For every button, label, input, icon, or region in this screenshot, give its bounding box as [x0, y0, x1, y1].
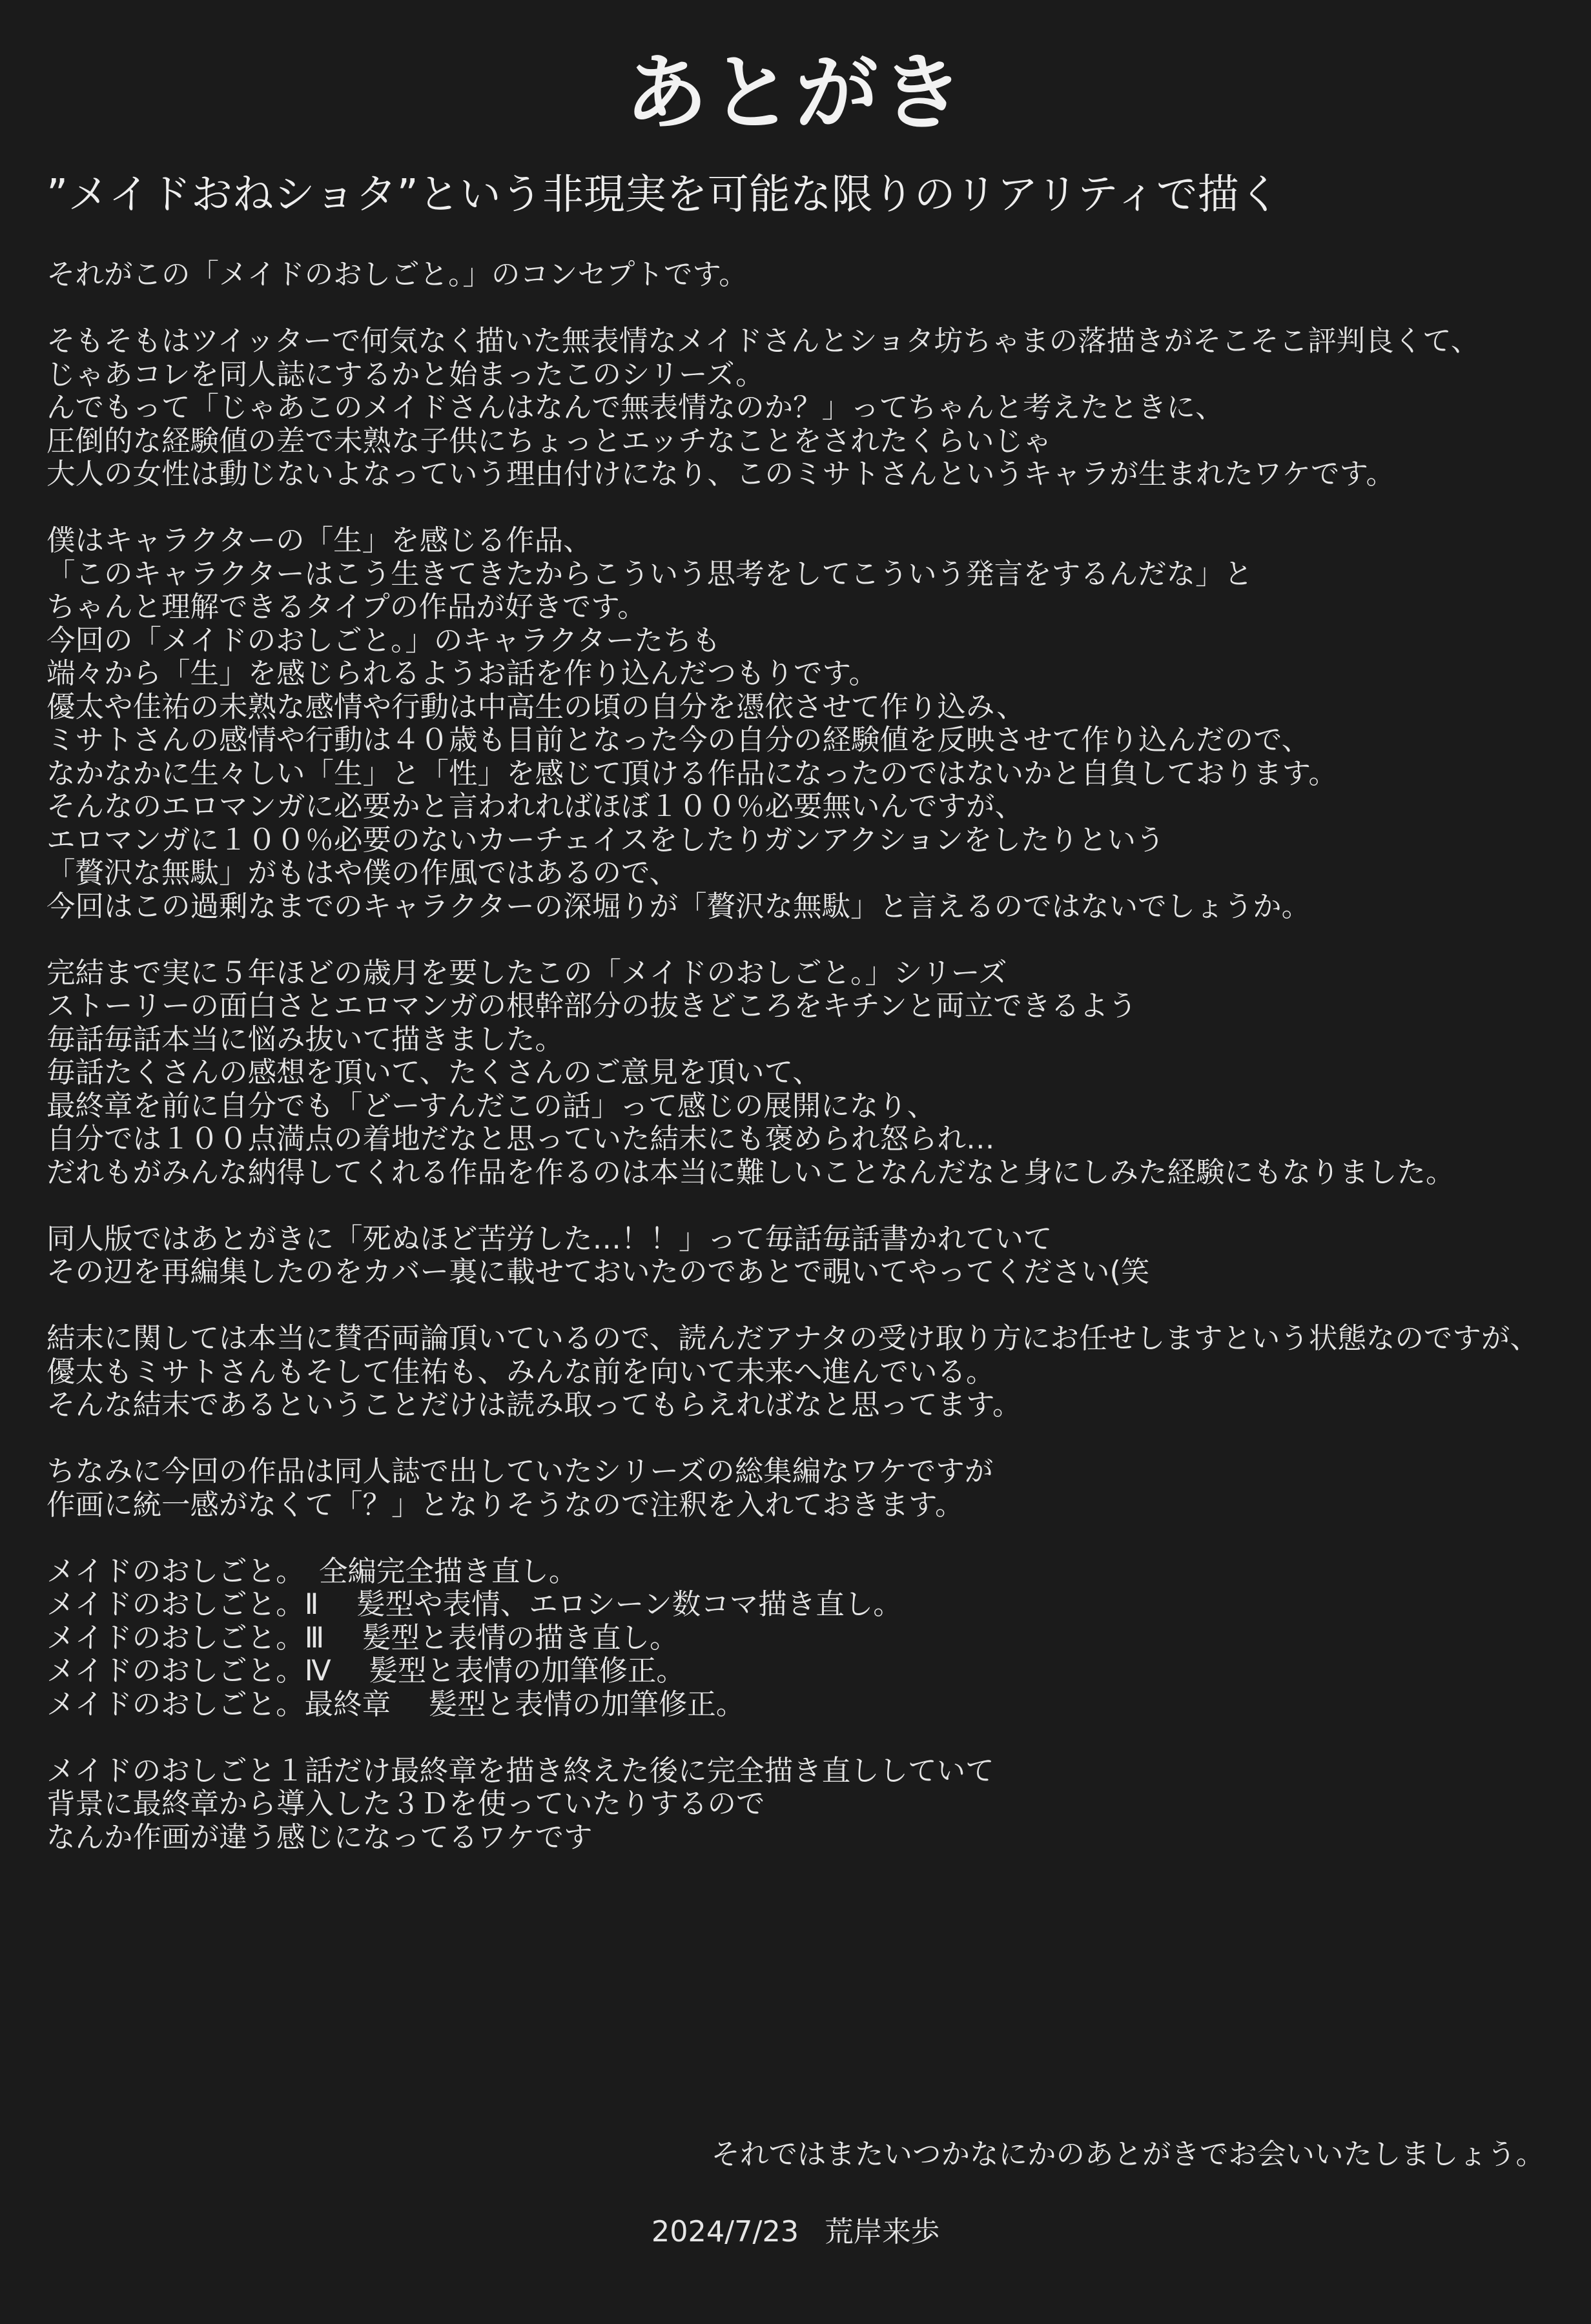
body-line: そもそもはツイッターで何気なく描いた無表情なメイドさんとショタ坊ちゃまの落描きがそこそこ評判良くて、 — [46, 325, 1480, 358]
signature-author: 荒岸来歩 — [825, 2216, 940, 2248]
body-line: なんか作画が違う感じになってるワケです — [46, 1820, 593, 1854]
body-line: 毎話毎話本当に悩み抜いて描きました。 — [46, 1023, 564, 1056]
paragraph — [46, 1322, 1551, 1422]
paragraph — [46, 524, 1551, 923]
body-line: ちなみに今回の作品は同人誌で出していたシリーズの総集編なワケですが — [46, 1455, 994, 1488]
body-line: 優太もミサトさんもそして佳祐も、みんな前を向いて未来へ進んでいる。 — [46, 1355, 995, 1389]
page-subtitle: ”メイドおねショタ”という非現実を可能な限りのリアリティで描く — [46, 171, 1280, 219]
body-line: メイドのおしごと。Ⅳ 髪型と表情の加筆修正。 — [46, 1655, 685, 1687]
closing-line: それではまたいつかなにかのあとがきでお会いいたしましょう。 — [711, 2138, 1545, 2171]
body-line: 毎話たくさんの感想を頂いて、たくさんのご意見を頂いて、 — [46, 1056, 821, 1089]
body-line: そんな結末であるということだけは読み取ってもらえればなと思ってます。 — [46, 1389, 1021, 1422]
body-line: ストーリーの面白さとエロマンガの根幹部分の抜きどころをキチンと両立できるよう — [46, 990, 1137, 1023]
body-line: メイドのおしごと。最終章 髪型と表情の加筆修正。 — [46, 1687, 745, 1721]
afterword-body — [46, 258, 1551, 1854]
body-line: メイドのおしごと１話だけ最終章を描き終えた後に完全描き直ししていて — [46, 1754, 994, 1788]
body-line: じゃあコレを同人誌にするかと始まったこのシリーズ。 — [46, 358, 765, 391]
paragraph — [46, 1555, 1551, 1722]
body-line: 同人版ではあとがきに「死ぬほど苦労した…！！」って毎話毎話書かれていて — [46, 1222, 1052, 1256]
body-line: 結末に関しては本当に賛否両論頂いているので、読んだアナタの受け取り方にお任せしますという状態なのですが、 — [46, 1322, 1539, 1355]
paragraph-gap — [46, 1522, 1551, 1555]
paragraph — [46, 957, 1551, 1190]
paragraph — [46, 1455, 1551, 1522]
body-line: 圧倒的な経験値の差で未熟な子供にちょっとエッチなことをされたくらいじゃ — [46, 424, 1052, 458]
body-line: メイドのおしごと。Ⅲ 髪型と表情の描き直し。 — [46, 1621, 679, 1655]
paragraph-gap — [46, 1189, 1551, 1223]
body-line: 端々から「生」を感じられるようお話を作り込んだつもりです。 — [46, 657, 878, 690]
body-line: なかなかに生々しい「生」と「性」を感じて頂ける作品になったのではないかと自負しております。 — [46, 757, 1337, 790]
body-line: だれもがみんな納得してくれる作品を作るのは本当に難しいことなんだなと身にしみた経験にもなりました。 — [46, 1156, 1455, 1189]
signature-date: 2024/7/23 — [651, 2216, 799, 2248]
body-line: んでもって「じゃあこのメイドさんはなんで無表情なのか？」ってちゃんと考えたときに、 — [46, 391, 1224, 424]
body-line: ちゃんと理解できるタイプの作品が好きです。 — [46, 591, 646, 624]
body-line: その辺を再編集したのをカバー裏に載せておいたのであとで覗いてやってください(笑 — [46, 1256, 1150, 1289]
body-line: ミサトさんの感情や行動は４０歳も目前となった今の自分の経験値を反映させて作り込んだので、 — [46, 724, 1311, 757]
body-line: 今回はこの過剰なまでのキャラクターの深堀りが「贅沢な無駄」と言えるのではないでしょうか。 — [46, 890, 1311, 923]
body-line: 「このキャラクターはこう生きてきたからこういう思考をしてこういう発言をするんだな」と — [46, 557, 1253, 591]
body-line: 僕はキャラクターの「生」を感じる作品、 — [46, 524, 592, 557]
body-line: 作画に統一感がなくて「？」となりそうなので注釈を入れておきます。 — [46, 1488, 964, 1522]
body-line: 大人の女性は動じないよなっていう理由付けになり、このミサトさんというキャラが生まれたワケです。 — [46, 458, 1395, 491]
body-line: それがこの「メイドのおしごと。」のコンセプトです。 — [46, 258, 748, 291]
paragraph-gap — [46, 292, 1551, 325]
paragraph — [46, 325, 1551, 491]
paragraph-gap — [46, 1721, 1551, 1755]
body-line: 「贅沢な無駄」がもはや僕の作風ではあるので、 — [46, 857, 679, 890]
body-line: 完結まで実に５年ほどの歳月を要したこの「メイドのおしごと。」シリーズ — [46, 956, 1007, 990]
paragraph — [46, 258, 1551, 292]
body-line: エロマンガに１００％必要のないカーチェイスをしたりガンアクションをしたりという — [46, 823, 1165, 857]
paragraph-gap — [46, 1289, 1551, 1323]
body-line: 自分では１００点満点の着地だなと思っていた結末にも褒められ怒られ… — [46, 1123, 995, 1156]
paragraph — [46, 1223, 1551, 1289]
body-line: 最終章を前に自分でも「どーすんだこの話」って感じの展開になり、 — [46, 1089, 936, 1123]
body-line: メイドのおしごと。Ⅱ 髪型や表情、エロシーン数コマ描き直し。 — [46, 1588, 902, 1621]
paragraph-gap — [46, 491, 1551, 525]
body-line: 今回の「メイドのおしごと。」のキャラクターたちも — [46, 624, 721, 657]
paragraph-gap — [46, 1422, 1551, 1456]
paragraph — [46, 1755, 1551, 1855]
signature — [0, 2216, 1591, 2249]
body-line: 優太や佳祐の未熟な感情や行動は中高生の頃の自分を憑依させて作り込み、 — [46, 690, 1025, 724]
body-line: 背景に最終章から導入した３Ｄを使っていたりするので — [46, 1788, 765, 1820]
body-line: そんなのエロマンガに必要かと言われればほぼ１００％必要無いんですが、 — [46, 790, 1024, 823]
page-title: あとがき — [624, 45, 966, 141]
body-line: メイドのおしごと。 全編完全描き直し。 — [46, 1554, 578, 1588]
paragraph-gap — [46, 923, 1551, 957]
